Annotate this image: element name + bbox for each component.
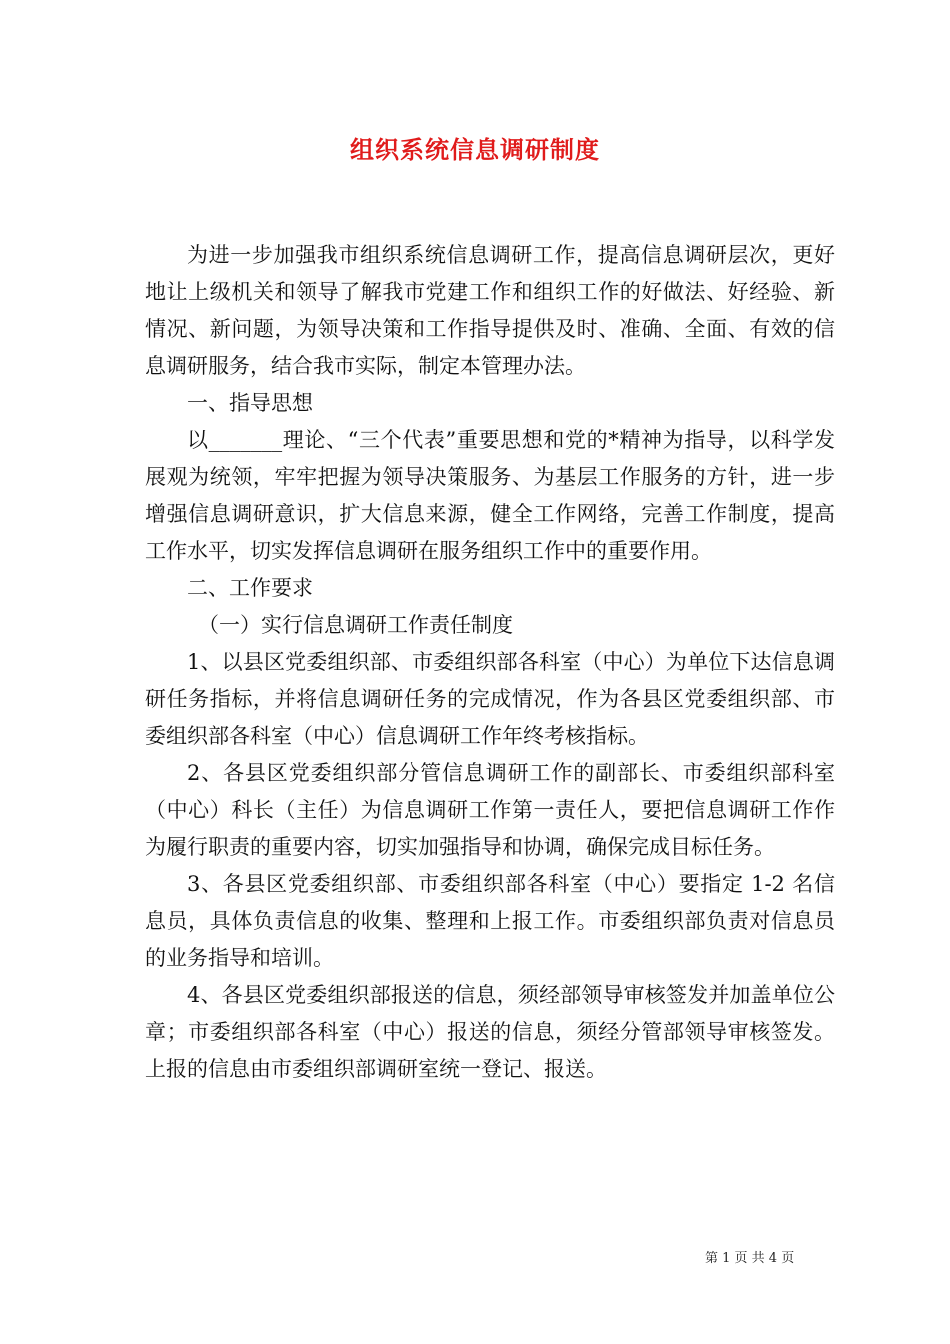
requirement-item-1: 1、以县区党委组织部、市委组织部各科室（中心）为单位下达信息调研任务指标，并将信息调研任务的完成情况，作为各县区党委组织部、市委组织部各科室（中心）信息调研工作年终考核指标。 <box>145 650 835 748</box>
section-heading-work-requirements: 二、工作要求 <box>187 576 313 600</box>
requirement-item-3: 3、各县区党委组织部、市委组织部各科室（中心）要指定 1-2 名信息员，具体负责信息的收集、整理和上报工作。市委组织部负责对信息员的业务指导和培训。 <box>145 872 835 970</box>
intro-paragraph: 为进一步加强我市组织系统信息调研工作，提高信息调研层次，更好地让上级机关和领导了解我市党建工作和组织工作的好做法、好经验、新情况、新问题，为领导决策和工作指导提供及时、准确、全面、有效的信息调研服务，结合我市实际，制定本管理办法。 <box>145 243 835 378</box>
section-heading-guiding-ideology: 一、指导思想 <box>187 391 313 415</box>
page-number: 第 1 页 共 4 页 <box>705 1251 795 1266</box>
subsection-heading-responsibility: （一）实行信息调研工作责任制度 <box>198 613 513 637</box>
document-body <box>145 237 835 1088</box>
requirement-item-4: 4、各县区党委组织部报送的信息，须经部领导审核签发并加盖单位公章；市委组织部各科室（中心）报送的信息，须经分管部领导审核签发。上报的信息由市委组织部调研室统一登记、报送。 <box>145 983 835 1081</box>
guiding-ideology-paragraph: 以_______理论、“三个代表”重要思想和党的*精神为指导，以科学发展观为统领，牢牢把握为领导决策服务、为基层工作服务的方针，进一步增强信息调研意识，扩大信息来源，健全工作网络，完善工作制度，提高工作水平，切实发挥信息调研在服务组织工作中的重要作用。 <box>145 428 835 563</box>
document-title: 组织系统信息调研制度 <box>350 135 600 164</box>
requirement-item-2: 2、各县区党委组织部分管信息调研工作的副部长、市委组织部科室（中心）科长（主任）为信息调研工作第一责任人，要把信息调研工作作为履行职责的重要内容，切实加强指导和协调，确保完成目标任务。 <box>145 761 835 859</box>
